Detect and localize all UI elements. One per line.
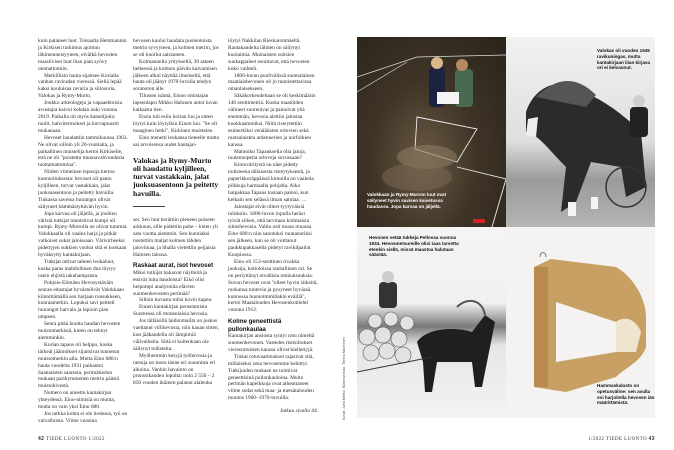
- paragraph: Jalostajat eivät olleet tyytyväisiä tuloksiin. 1800-luvun lopulla heräsi tyivät siihen, että tarvitaan kotimaisia siitoshevosia. Valtio osti muun muassa Eino 680:n niin sanotuksi ruunanoriksi sen jälkeen, kun se oli voittanut paukkupakkasella pidetyt ravikilpailut Kuopiossa.: [228, 203, 312, 259]
- subheading: Raskaat aurat, isot hevoset: [133, 262, 214, 270]
- paragraph: Numero on annettu kantakirjan yhteydessä. Eino-nimisiä on monta, mutta on vain yksi Eino 680.: [38, 390, 116, 411]
- page-number: 42: [38, 436, 45, 442]
- continued-note: Jatkuu sivulla 44.: [279, 408, 318, 415]
- issue-number: 1/2022: [88, 437, 105, 442]
- paragraph: Jos tälläisillä laidunmailla on joskus vaeltanut villihevosia, niin kauan sitten, kun jääkaudella oli lämpimiä välivaiheita. Siitä ei kuitenkaan ole säilynyt todisteita.: [133, 318, 219, 352]
- teeth-caption: Hammaskalusto on opetusväline: sen avulla voi harjoitella hevosen iän määrittämistä.: [597, 383, 655, 406]
- paragraph: Korian tapaus oli helppo, koska tärkeät jäännökset sijaitsivat tunnetun muistomerkin alla. Mutta Eino 680:n hauta vuodelta 1931 paikantui Saamaisten saaresta, perimätiedon mukaan parikymmenen metrin päästä muistokivestä.: [38, 341, 120, 390]
- paragraph: Hevoset haudattiin tammikuussa 1963. Ne olivat silloin yli 20-vuotiaita, ja paikallinen muistelija kertoi Kirkiselle, että ne oli "poistettu muonavahvuudesta tuottamattomina".: [38, 134, 128, 169]
- paragraph: Seura pitää huolta haudan hevosten muistomerkistä, kuten on tehnyt aiemminkin.: [38, 321, 121, 341]
- text-column-3: [228, 38, 318, 415]
- page-number: 43: [648, 436, 655, 442]
- pull-quote-divider: [133, 206, 165, 207]
- paragraph: Kantakirjan ansiosta syntyi rotu nimeltä suomenhevonen. Vastedes ristisiitokset vierasrotuisten kanssa olivat kiellettyjä.: [228, 333, 315, 353]
- paragraph: kuin palaneet luut. Toisaalta Hemmannin ja Kirkisen tutkimus ajoittuu lähimenneisyyteen, eivätkä hevosten massiiviset luut ihan pian syövy olemattomiin.: [38, 38, 127, 72]
- paragraph: Eino oli 153-senttinen rivakka juoksija, kotioloissa rauhallinen ori. Se on periyttänyt oivallisia ominaisuuksia. Suvun hevoset ovat "olleet hyvin sitkeitä, ruokansa tuntevia ja pysyneet hyvässä kunnossa huonoimmillakin eväillä", kertoi Maatalouden Hevosenkotilehti vuonna 1912.: [228, 259, 318, 314]
- paragraph: Jos tarkka kohta ei ole tiedossa, työ on vaivalloista. Viime vuosina: [38, 410, 128, 424]
- paragraph: Myöhemmin kesyjä työhevosia ja ratsuja on tuotu tänne eri suunnista eri aikoina. Vanhin havainto on pronssikauden lopulta: noin 2 550 – 2 850 vuoden ikäinen palanut alaleuka: [133, 352, 216, 387]
- text-column-1: [38, 38, 128, 425]
- text-column-2-bottom: [133, 217, 219, 387]
- trotter-caption: Valokas oli vuoden 1945 ravikuningas, mutta kantakirjaan liian kirjava ori ei kelvannut.: [597, 48, 651, 71]
- paragraph: Ennen kantakirjan perustamista Suomessa oli monenlaisia hevosia.: [133, 304, 209, 318]
- paragraph: Eino menetti leukansa tieteelle mutta sai arvoisensa uudet hautajai-: [133, 134, 219, 148]
- paragraph: Kimoväritystä on näet pidetty todisteena tällaisesta risteytyksestä, ja paperikkoräppäissä kimoilla on vaaleita pilkkuja harmaalla pohjalla. Aika haipakkaa Tapaus tosiaan painoi, kun kelkain sen selässä ilman satulaa. …: [228, 162, 314, 203]
- paragraph: Niiden viimeinen leposija kertoo kunnioituksesta: hevoset oli pantu kyljilleen, turvat vastakkain, jalat juoksuasentoon ja peitetty havuilla. Tiukassa savessa luurangot olivat säilyneet hämmästyttävän hyvin.: [38, 169, 115, 210]
- paragraph: 1800-luvun puolivälissä suomalainen maatiaishevonen oli jo tunnistettavissa omanlaisekseen.: [228, 72, 315, 93]
- paragraph: Säkäkorkeudeltaan se oli keskimäärin 140 senttimetriä. Koska maatöiden välineet suurenivat ja painoivat yhä enemmän, hevosia alettiin jalostaa kookkaammiksi. Niitä risteytettiin esimerkiksi venäläisten orlovien sekä ruotsalaisten ardennerien ja norfolkien kanssa.: [228, 93, 316, 148]
- paragraph: set. Sen luut kerättiin pieneen puiseen arkkuun, sille pidettiin puhe – kuten yli sata vuotta aiemmin. Sen kunniaksi nostettiin maljat kolmen tähden jaloviinaa, ja lihalla vietettiin peijaisia Halosen talossa.: [133, 216, 218, 258]
- issue-number: 1/2022: [588, 437, 605, 442]
- excavation-caption: Valokkaan ja Rymy-Murron luut ovat säilyneet hyvin savisen kaivetussa haudassa. Jopa karvaa on jäljellä.: [367, 192, 447, 209]
- subheading: Kolme geneettistä pullonkaulaa: [228, 318, 282, 333]
- paragraph: hevosen kuului haudata puolentoista metrin syvyyteen, ja kolmen metrin, jos se oli kuollut sairauteen.: [133, 38, 219, 58]
- photo-credit: Kuvat: Juha Metso, Museovirasto, Teemu Manninen: [342, 337, 346, 420]
- left-folio: [38, 436, 105, 442]
- right-folio: [588, 436, 655, 442]
- paragraph: Miksi tutkijat haluavat näytteitä ja etsivät luita haudoista? Eikö olisi helpompi analysoida elävien suomenhevosten perimää?: [133, 269, 207, 297]
- paragraph: Tiukat rotuvaatimukset rajasivat sitä, millaiseksi oma hevosemme kehittyi. Tutkijoiden mukaan ne toimivat geneettisinä pullonkauloina. Muita perimän kapeikkoja ovat aiheuttaneet viime sodat sekä maa- ja metsätalouden muutos 1960–1970-luvuilla.: [228, 353, 314, 402]
- text-column-2: [133, 38, 219, 387]
- paragraph: Tutkijat ottivat talteen leukaluut, koska paras mahdollinen dna löytyy usein ehjistä takahampaista.: [38, 259, 116, 279]
- paragraph: Ensin tuli esiin koiran luu ja sitten löytyi kuin löytyikin Einon luu. "Se oli maaginen hetki", Kirkinen muistelee.: [133, 113, 218, 134]
- paragraph: Silloin kuvasta tulisi kovin kapea.: [139, 297, 213, 304]
- paragraph: Mahtoiko Tapauksella olla jaloja, tuulennopeita orloveja suvussaan?: [228, 148, 306, 162]
- magazine-name: TIEDE LUONTO: [45, 437, 87, 442]
- logging-caption: Hevonen vetää tukkeja Pellossa vuonna 1934. Hevosmetsureille olisi taas tarvetta etenkin siellä, missä maastoa halutaan säästää.: [369, 235, 459, 258]
- paragraph: löytyi Nakkilan Rieskaronmäeltä. Rautakaudelta lähtien on säilynyt kuolaimia. Muinaisten suitsien suukappaleet osoittavat, että hevosten koko vaihteli.: [228, 38, 310, 72]
- magazine-name: TIEDE LUONTO: [606, 437, 647, 442]
- pull-quote: Valokas ja Rymy-Murto oli haudattu kyljilleen, turvat vastakkain, jalat juoksuasentoon ja peitetty havuilla.: [133, 155, 219, 198]
- paragraph: Merkillisin hauta sijaitsee Korialla vanhan raviradan vieressä. Siellä lepää kaksi kouluisaa ravuria ja siitosoria, Valokas ja Rymy-Murto.: [38, 72, 122, 100]
- paragraph: Kolmannella yrityksellä, 30 asteen helteessä ja kolmen päivän kaivamisen jälkeen alkoi näyttää ilmeiseltä, että hauta oli jäänyt 1970-luvulla tehdyn soranoton alle.: [133, 58, 217, 93]
- text-column-2-top: [133, 38, 219, 149]
- paragraph: Jopa karvaa oli jäljellä, ja jouhien väristä tutkijat tunnistivat kumpi oli kumpi. Rymy-Murrolla ne olivat tummat. Valokkaalla oli vaalea harja ja pitkät valkoiset sukat jaloissaan. Värivirheeksi pidettyjen sukkien vuoksi sitä ei koskaan hyväksytty kantakirjaan.: [38, 210, 128, 259]
- paragraph: Pohjois-Elimäen Hevosystäväin seuran edustajat hyvästelivät Valokkaan kiinnittämällä sen harjaan ruusukkeen, kunniamerkin. Lopuksi savi peitteli luurangot harvain ja lapioin pian umpeen.: [38, 279, 124, 321]
- paragraph: Tilusten isäntä, Einon omistajan lapsenlapsi Mikko Halonen antoi luvan katkaista tien.: [133, 93, 218, 114]
- paragraph: Joukko arkeologeja ja vapaaehtoisia avustajia kaivoi kohdan auki vuonna 2019. Paikalla oli myös katselijoita: tuolit, kahvitermokset ja korvapuustit mukanaan.: [38, 100, 122, 134]
